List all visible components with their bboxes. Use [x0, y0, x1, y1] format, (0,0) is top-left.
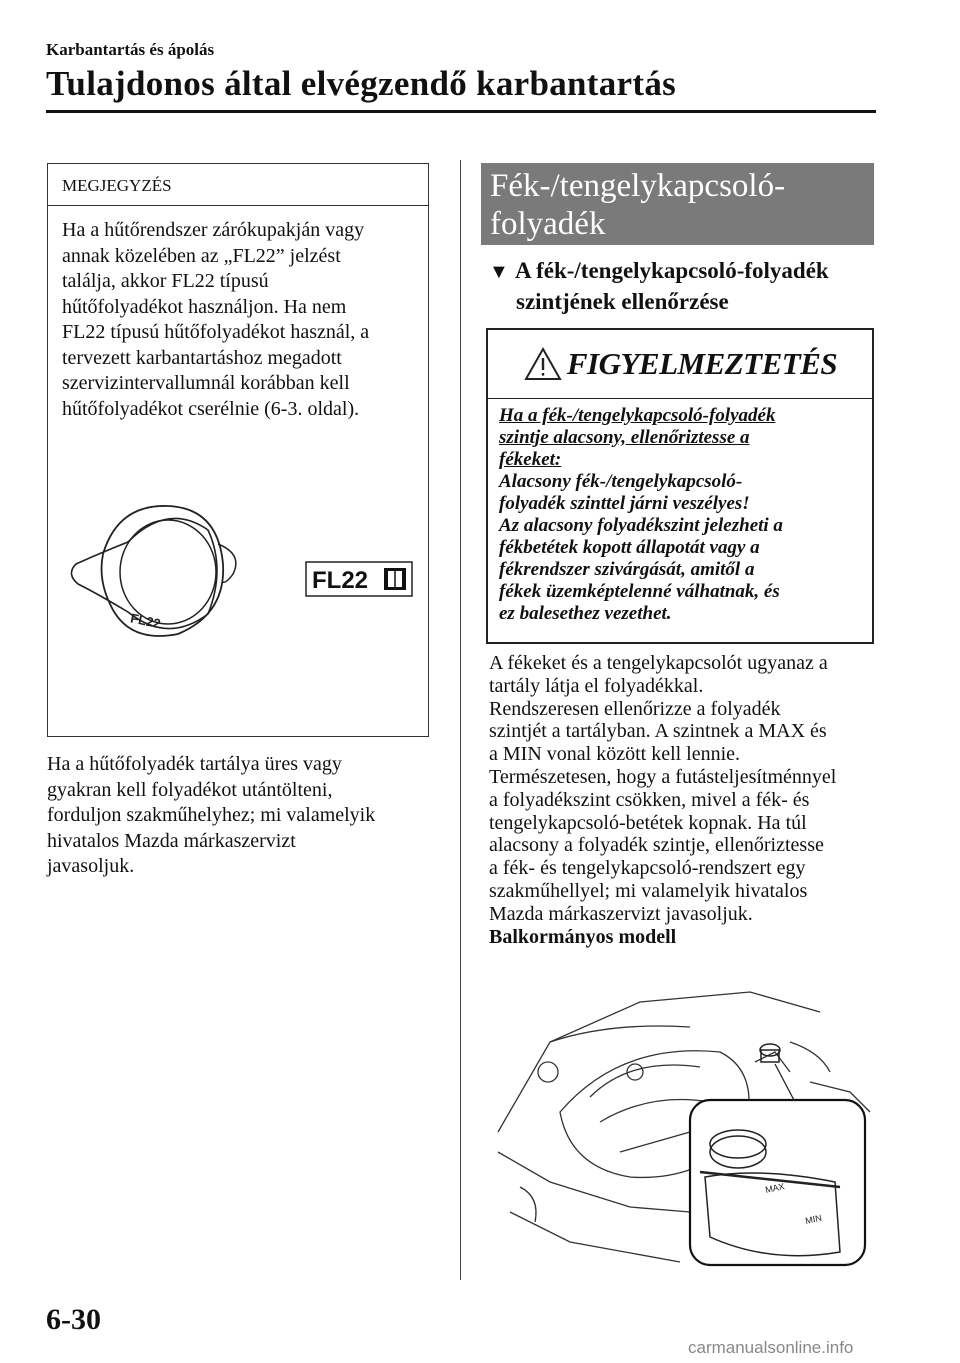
warning-box: [486, 328, 874, 644]
section-heading: [481, 163, 874, 245]
model-label: Balkormányos modell: [489, 925, 677, 948]
min-label: MIN: [804, 1212, 823, 1226]
column-divider: [460, 160, 461, 1280]
warning-line: Az alacsony folyadékszint jelezheti a: [499, 515, 783, 536]
body-line: a MIN vonal között kell lennie.: [489, 743, 741, 766]
after-note-line: hivatalos Mazda márkaszervizt: [47, 829, 296, 852]
watermark: carmanualsonline.info: [688, 1338, 854, 1357]
title-rule: [46, 110, 876, 113]
body-line: tartály látja el folyadékkal.: [489, 674, 704, 697]
note-text: [48, 206, 428, 422]
triangle-marker-icon: ▼: [489, 261, 509, 283]
subheading-line: szintjének ellenőrzése: [516, 289, 729, 314]
note-line: tervezett karbantartáshoz megadott: [62, 346, 342, 369]
body-line: Mazda márkaszervizt javasoljuk.: [489, 902, 753, 925]
warning-line: Alacsony fék-/tengelykapcsoló-: [499, 471, 743, 492]
cap-fl22-label: FL22: [129, 610, 162, 632]
warning-line: fékek üzemképtelenné válhatnak, és: [499, 581, 780, 602]
warning-underlined-line: fékeket:: [499, 449, 562, 470]
max-label: MAX: [764, 1181, 786, 1196]
body-line: a fék- és tengelykapcsoló-rendszert egy: [489, 857, 806, 880]
after-note-line: forduljon szakműhelyhez; mi valamelyik: [47, 804, 376, 826]
warning-underlined-line: Ha a fék-/tengelykapcsoló-folyadék: [499, 405, 776, 426]
body-line: a folyadékszint csökken, mivel a fék- és: [489, 788, 810, 811]
body-line: Természetesen, hogy a futásteljesítménnyel: [489, 765, 837, 788]
warning-line: folyadék szinttel járni veszélyes!: [499, 493, 750, 514]
fl22-badge-label: FL22: [312, 567, 369, 594]
body-line: szintjét a tartályban. A szintnek a MAX és: [489, 720, 827, 743]
warning-line: fékrendszer szivárgását, amitől a: [499, 559, 755, 580]
fl22-badge: [306, 562, 412, 596]
after-note-line: Ha a hűtőfolyadék tartálya üres vagy: [47, 753, 342, 775]
section-heading-line: Fék-/tengelykapcsoló-: [490, 168, 786, 204]
after-note-line: gyakran kell folyadékot utántölteni,: [47, 778, 333, 801]
note-line: FL22 típusú hűtőfolyadékot használ, a: [62, 321, 370, 343]
chapter-title: Karbantartás és ápolás: [46, 40, 215, 59]
note-heading: MEGJEGYZÉS: [48, 164, 428, 206]
note-line: Ha a hűtőrendszer zárókupakján vagy: [62, 219, 365, 241]
page-number: 6-30: [46, 1303, 101, 1336]
body-line: Rendszeresen ellenőrizze a folyadék: [489, 697, 781, 720]
radiator-cap-figure: [58, 494, 418, 694]
reservoir-inset: [690, 1100, 865, 1265]
engine-bay-figure: [490, 982, 875, 1267]
note-box: [47, 163, 429, 737]
body-line: alacsony a folyadék szintje, ellenőriztesse: [489, 834, 824, 857]
warning-body: [488, 399, 872, 625]
body-line: A fékeket és a tengelykapcsolót ugyanaz a: [489, 652, 828, 674]
note-line: szervizintervallumnál korábban kell: [62, 372, 350, 394]
radiator-cap-inner: [120, 520, 216, 624]
reservoir-small: [760, 1044, 780, 1062]
subheading-line: A fék-/tengelykapcsoló-folyadék: [515, 258, 829, 283]
callout-line: [775, 1064, 795, 1102]
note-line: hűtőfolyadékot használjon. Ha nem: [62, 295, 347, 318]
warning-header: [488, 330, 872, 399]
warning-line: ez balesethez vezethet.: [499, 603, 672, 624]
warning-underlined-line: szintje alacsony, ellenőriztesse a: [499, 427, 750, 448]
section-heading-line: folyadék: [490, 206, 606, 242]
after-note-line: javasoljuk.: [47, 855, 135, 877]
page-title: Tulajdonos által elvégzendő karbantartás: [46, 64, 677, 103]
note-line: találja, akkor FL22 típusú: [62, 270, 269, 292]
warning-triangle-icon: [523, 346, 563, 382]
note-line: annak közelében az „FL22” jelzést: [62, 244, 341, 267]
body-line: tengelykapcsoló-betétek kopnak. Ha túl: [489, 811, 807, 834]
warning-label: FIGYELMEZTETÉS: [566, 346, 838, 381]
body-paragraph: [489, 652, 879, 948]
after-note-paragraph: [47, 752, 442, 880]
warning-line: fékbetétek kopott állapotát vagy a: [499, 537, 760, 558]
note-line: hűtőfolyadékot cserélnie (6-3. oldal).: [62, 397, 360, 420]
subheading: [489, 256, 874, 317]
body-line: szakműhellyel; mi valamelyik hivatalos: [489, 879, 808, 902]
